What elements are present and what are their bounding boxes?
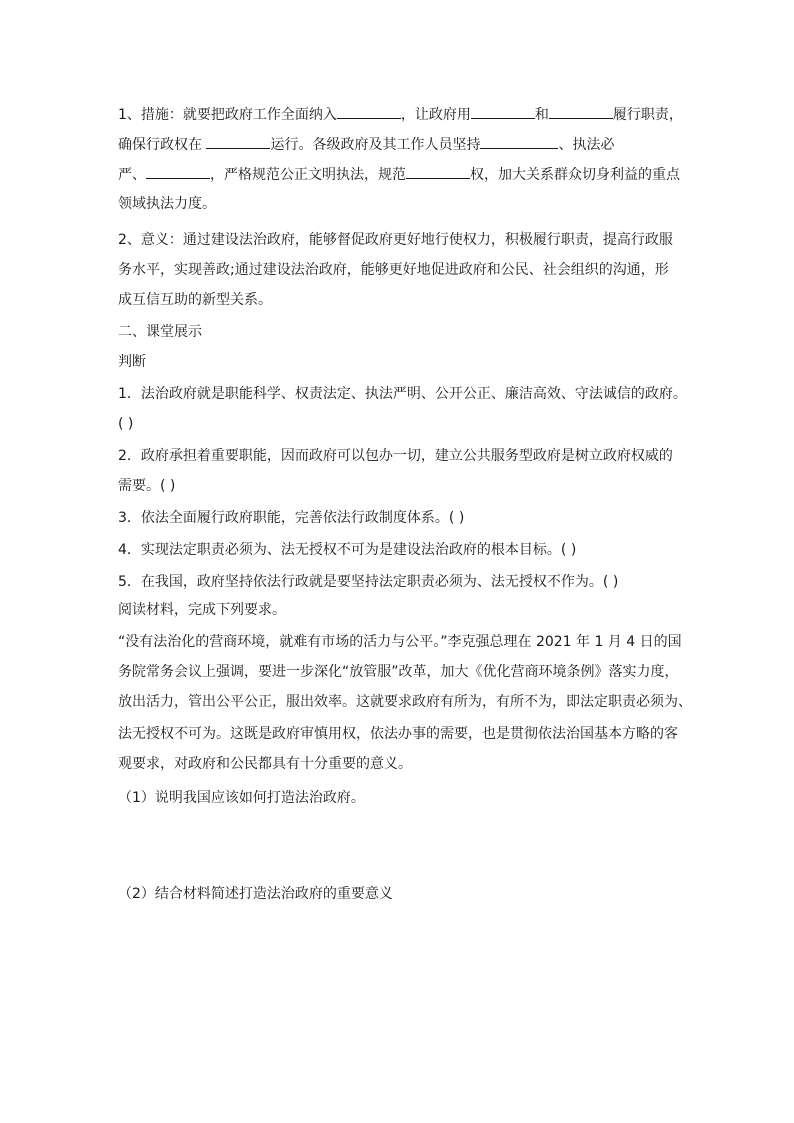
fill-blank[interactable] (206, 134, 270, 149)
text: 权，加大关系群众切身利益的重点 (470, 167, 680, 183)
fill-blank[interactable] (146, 164, 210, 179)
significance-line-1: 2、意义：通过建设法治政府，能够督促政府更好地行使权力，积极履行职责，提高行政服 (118, 232, 673, 248)
question-1-answer[interactable]: ( ) (118, 416, 134, 432)
text: 履行职责， (612, 107, 683, 123)
question-1: 1．法治政府就是职能科学、权责法定、执法严明、公开公正、廉洁高效、守法诚信的政府。 (118, 386, 687, 402)
material-line-4: 法无授权不可为。这既是政府审慎用权，依法办事的需要，也是贯彻依法治国基本方略的客 (118, 726, 678, 742)
material-line-1: “没有法治化的营商环境，就难有市场的活力与公平。”李克强总理在 2021 年 1 月 4 日的国 (118, 634, 682, 650)
material-line-2: 务院常务会议上强调，要进一步深化“放管服”改革，加大《优化营商环境条例》落实力度， (118, 664, 679, 680)
fill-blank[interactable] (406, 164, 470, 179)
measure-line-3 (118, 164, 680, 185)
measure-line-2 (118, 134, 614, 155)
sub-question-1: （1）说明我国应该如何打造法治政府。 (118, 790, 365, 806)
fill-blank[interactable] (471, 104, 535, 119)
significance-line-2: 务水平，实现善政;通过建设法治政府，能够更好地促进政府和公民、社会组织的沟通，形 (118, 262, 669, 278)
fill-blank[interactable] (549, 104, 613, 119)
fill-blank[interactable] (337, 104, 401, 119)
reading-instruction: 阅读材料，完成下列要求。 (118, 602, 286, 618)
measure-line-4: 领域执法力度。 (118, 196, 216, 212)
question-4[interactable]: 4．实现法定职责必须为、法无授权不可为是建设法治政府的根本目标。( ) (118, 542, 577, 558)
text: 确保行政权在 (118, 137, 207, 153)
question-3[interactable]: 3．依法全面履行政府职能，完善依法行政制度体系。( ) (118, 510, 465, 526)
question-2-answer[interactable]: 需要。( ) (118, 478, 176, 494)
text: 、执法必 (558, 137, 615, 153)
text: ，严格规范公正文明执法，规范 (210, 167, 406, 183)
question-5[interactable]: 5．在我国，政府坚持依法行政就是要坚持法定职责必须为、法无授权不作为。( ) (118, 574, 619, 590)
text: ，让政府用 (400, 107, 471, 123)
judge-label: 判断 (118, 354, 146, 370)
fill-blank[interactable] (480, 134, 558, 149)
significance-line-3: 成互信互助的新型关系。 (118, 292, 272, 308)
text: 严、 (118, 167, 146, 183)
measure-line-1 (118, 104, 683, 125)
text: 运行。各级政府及其工作人员坚持 (270, 137, 481, 153)
question-2: 2．政府承担着重要职能，因而政府可以包办一切，建立公共服务型政府是树立政府权威的 (118, 448, 673, 464)
section-heading: 二、课堂展示 (118, 324, 202, 340)
material-line-5: 观要求，对政府和公民都具有十分重要的意义。 (118, 756, 412, 772)
material-line-3: 放出活力，管出公平公正，服出效率。这就要求政府有所为，有所不为，即法定职责必须为、 (118, 694, 692, 710)
text: 1、措施：就要把政府工作全面纳入 (118, 107, 337, 123)
text: 和 (534, 107, 549, 123)
sub-question-2: （2）结合材料简述打造法治政府的重要意义 (118, 886, 393, 902)
